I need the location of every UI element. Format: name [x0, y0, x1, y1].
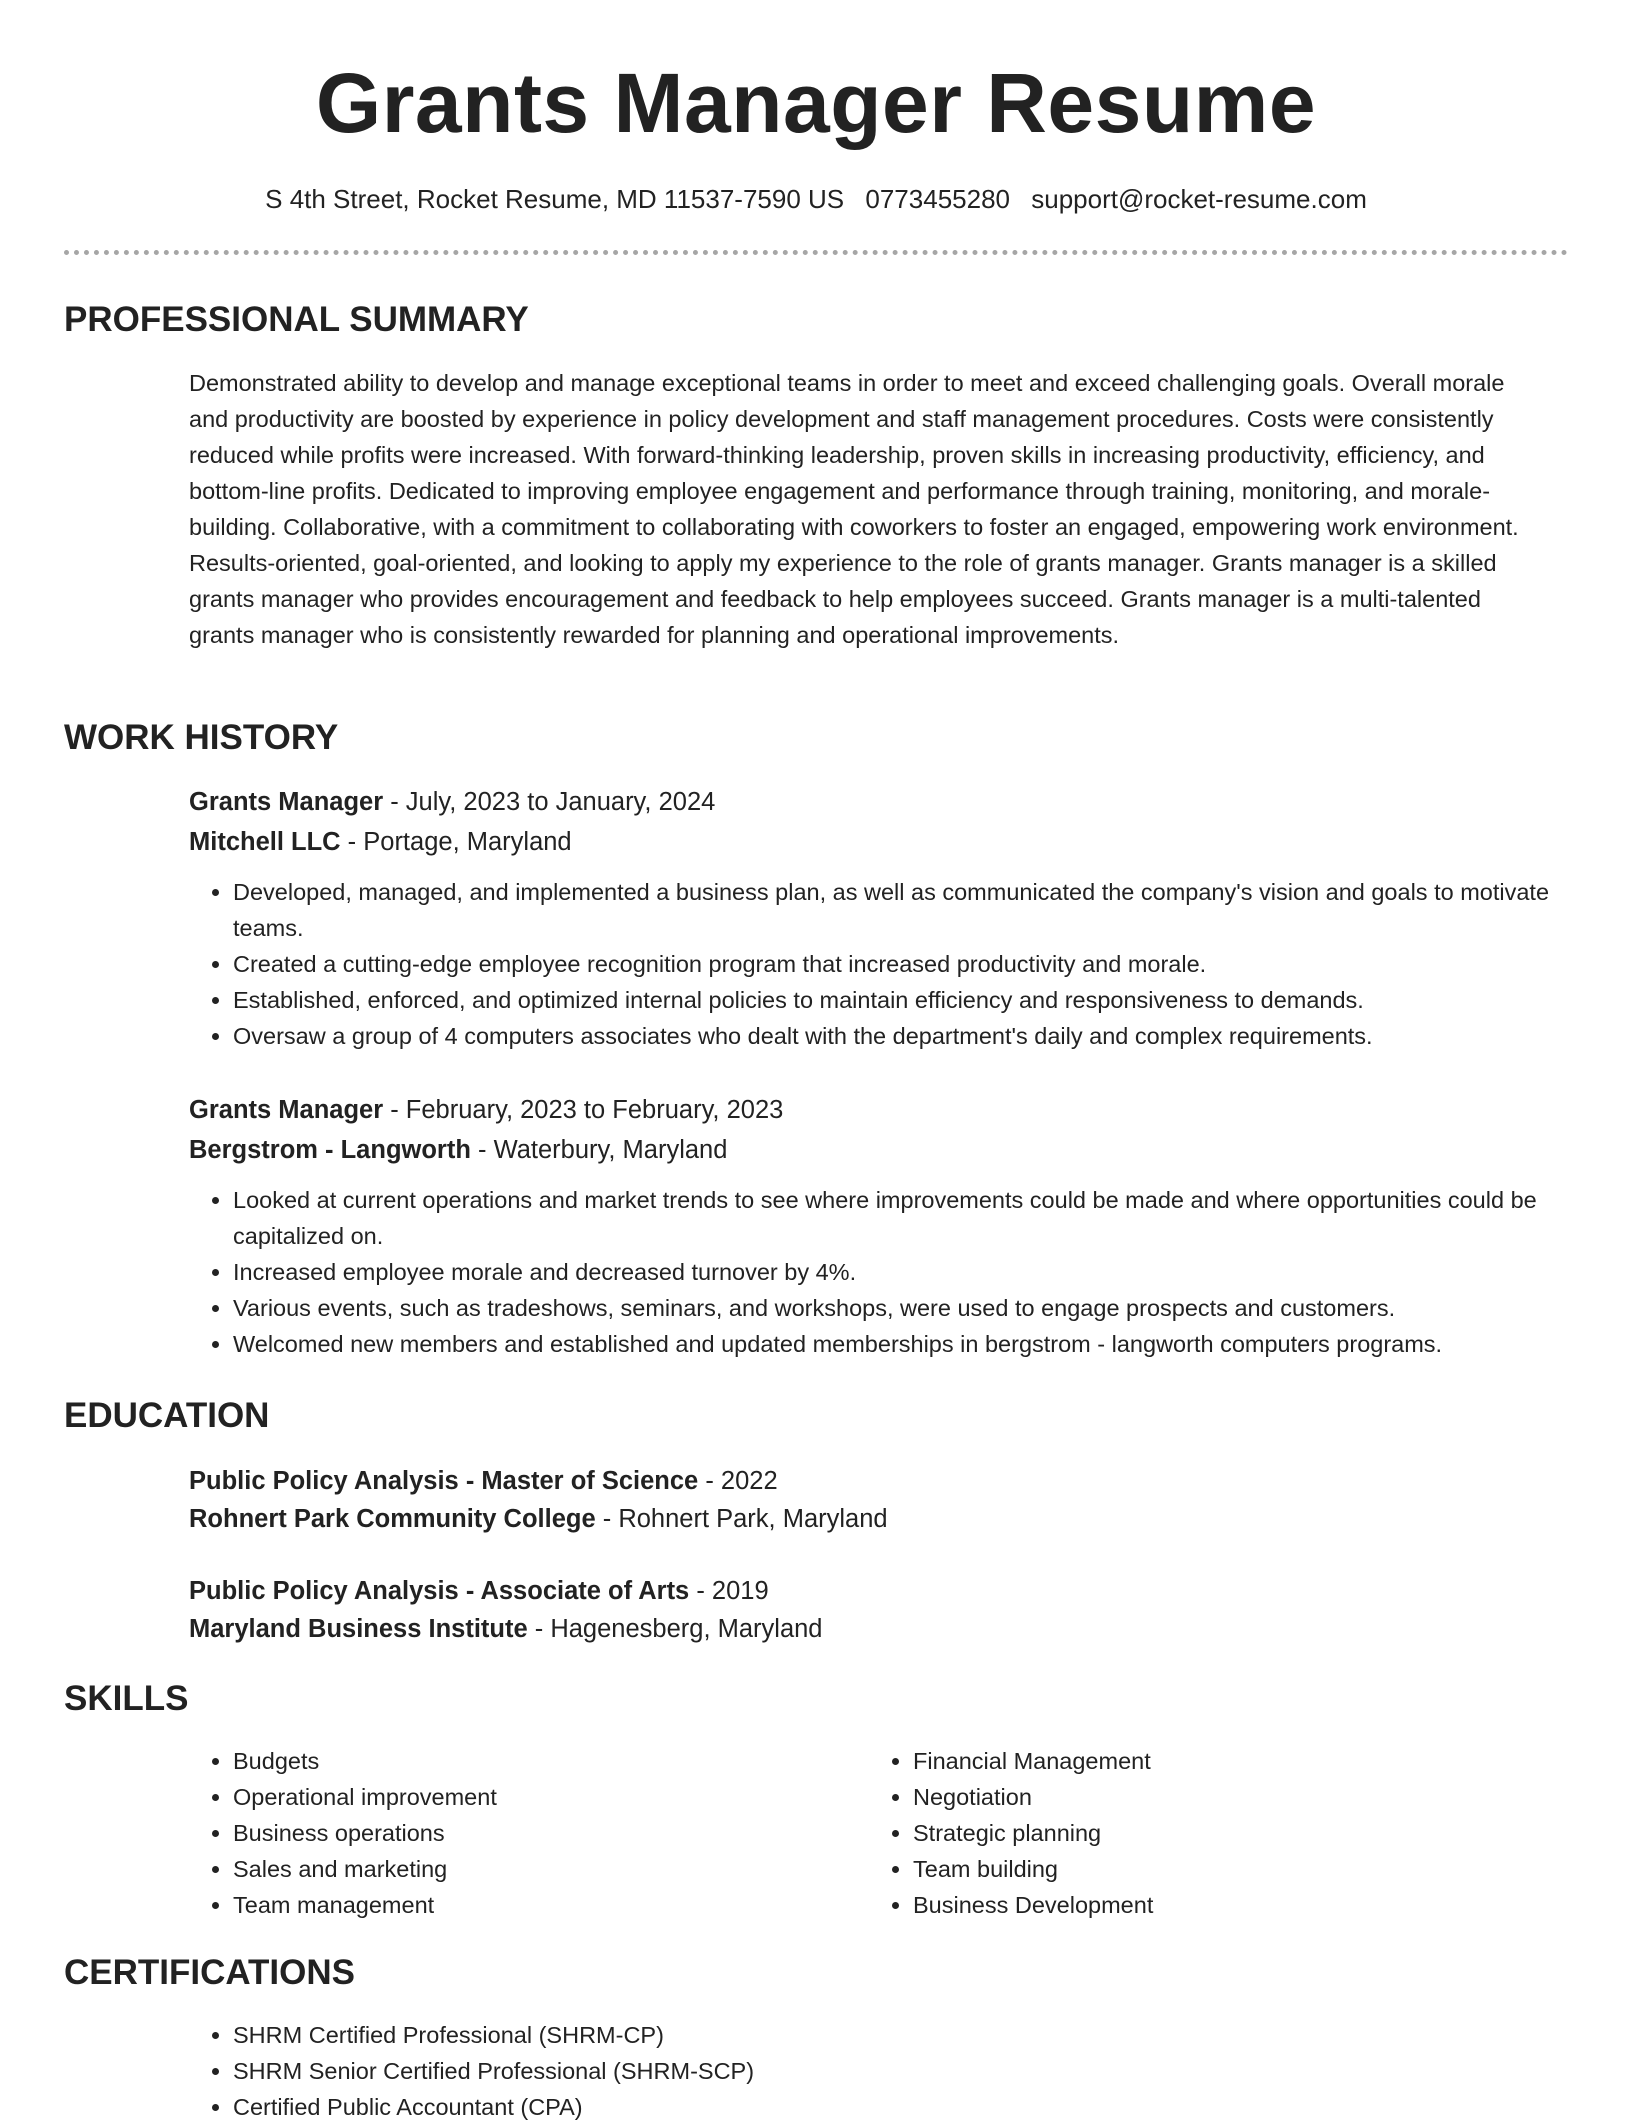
certification-item: • Certified Public Accountant (CPA): [233, 2089, 754, 2125]
job-entry: [189, 782, 1549, 1054]
skill-item: • Operational improvement: [233, 1779, 497, 1815]
job-title-line: [189, 782, 1549, 822]
job-location: - Portage, Maryland: [340, 828, 572, 856]
job-bullets: [189, 1182, 1549, 1362]
education-entry: [189, 1571, 1549, 1649]
work-history-heading: WORK HISTORY: [64, 718, 339, 757]
education-degree-line: [189, 1571, 1549, 1611]
skill-item: • Negotiation: [913, 1779, 1153, 1815]
education-school-line: [189, 1499, 1549, 1539]
job-dates: - February, 2023 to February, 2023: [383, 1096, 784, 1124]
skill-item: • Strategic planning: [913, 1815, 1153, 1851]
job-company: Bergstrom - Langworth: [189, 1136, 471, 1164]
skill-item: • Sales and marketing: [233, 1851, 497, 1887]
job-bullet: • Welcomed new members and established and updated memberships in bergstrom - langworth computers programs.: [233, 1326, 1549, 1362]
job-company-line: [189, 1130, 1549, 1170]
education-heading: EDUCATION: [64, 1396, 270, 1435]
contact-phone: 0773455280: [865, 184, 1010, 214]
resume-title: Grants Manager Resume: [315, 56, 1317, 150]
skills-heading: SKILLS: [64, 1679, 189, 1718]
contact-address: S 4th Street, Rocket Resume, MD 11537-7590 US: [265, 184, 845, 214]
job-dates: - July, 2023 to January, 2024: [383, 788, 716, 816]
certification-item: • SHRM Senior Certified Professional (SHRM-SCP): [233, 2053, 754, 2089]
education-location: - Hagenesberg, Maryland: [527, 1615, 823, 1643]
skills-section: [189, 1743, 1549, 1933]
skill-item: • Budgets: [233, 1743, 497, 1779]
job-role: Grants Manager: [189, 1096, 384, 1124]
skill-item: • Team management: [233, 1887, 497, 1923]
contact-line: [0, 182, 1632, 216]
education-entry: [189, 1461, 1549, 1539]
skill-item: • Team building: [913, 1851, 1153, 1887]
summary-heading: PROFESSIONAL SUMMARY: [64, 300, 529, 339]
job-bullet: • Established, enforced, and optimized internal policies to maintain efficiency and responsiveness to demands.: [233, 982, 1549, 1018]
job-title-line: [189, 1090, 1549, 1130]
job-location: - Waterbury, Maryland: [470, 1136, 728, 1164]
job-bullet: • Created a cutting-edge employee recognition program that increased productivity and morale.: [233, 946, 1549, 982]
certification-item: • SHRM Certified Professional (SHRM-CP): [233, 2017, 754, 2053]
skills-column-right: [869, 1743, 1153, 1923]
skill-item: • Business operations: [233, 1815, 497, 1851]
certifications-list: [189, 2017, 754, 2125]
skill-item: • Financial Management: [913, 1743, 1153, 1779]
job-entry: [189, 1090, 1549, 1362]
summary-text: Demonstrated ability to develop and manage exceptional teams in order to meet and exceed challenging goals. Overall morale and productivity are boosted by experience in policy development and staff management procedures. Costs were consistently reduced while profits were increased. With forward-thinking leadership, proven skills in increasing productivity, efficiency, and bottom-line profits. Dedicated to improving employee engagement and performance through training, monitoring, and morale-building. Collaborative, with a commitment to collaborating with coworkers to foster an engaged, empowering work environment. Results-oriented, goal-oriented, and looking to apply my experience to the role of grants manager. Grants manager is a skilled grants manager who provides encouragement and feedback to help employees succeed. Grants manager is a multi-talented grants manager who is consistently rewarded for planning and operational improvements.: [189, 370, 1519, 648]
skill-item: • Business Development: [913, 1887, 1153, 1923]
education-year: - 2019: [689, 1577, 769, 1605]
job-bullet: • Various events, such as tradeshows, seminars, and workshops, were used to engage prospects and customers.: [233, 1290, 1549, 1326]
job-bullet: • Developed, managed, and implemented a business plan, as well as communicated the company's vision and goals to motivate teams.: [233, 874, 1549, 946]
job-bullets: [189, 874, 1549, 1054]
job-bullet: • Oversaw a group of 4 computers associates who dealt with the department's daily and complex requirements.: [233, 1018, 1549, 1054]
education-degree: Public Policy Analysis - Master of Science: [189, 1467, 699, 1495]
education-school: Rohnert Park Community College: [189, 1505, 596, 1533]
job-bullet: • Looked at current operations and market trends to see where improvements could be made and where opportunities could be capitalized on.: [233, 1182, 1549, 1254]
job-role: Grants Manager: [189, 788, 384, 816]
header-divider: [64, 250, 1568, 255]
contact-email: support@rocket-resume.com: [1031, 184, 1367, 214]
education-school-line: [189, 1609, 1549, 1649]
certifications-heading: CERTIFICATIONS: [64, 1953, 356, 1992]
education-year: - 2022: [698, 1467, 778, 1495]
summary-section: [189, 365, 1549, 653]
skills-column-left: [189, 1743, 497, 1923]
job-company-line: [189, 822, 1549, 862]
education-degree-line: [189, 1461, 1549, 1501]
education-degree: Public Policy Analysis - Associate of Arts: [189, 1577, 690, 1605]
job-company: Mitchell LLC: [189, 828, 341, 856]
job-bullet: • Increased employee morale and decreased turnover by 4%.: [233, 1254, 1549, 1290]
education-school: Maryland Business Institute: [189, 1615, 528, 1643]
education-location: - Rohnert Park, Maryland: [595, 1505, 888, 1533]
